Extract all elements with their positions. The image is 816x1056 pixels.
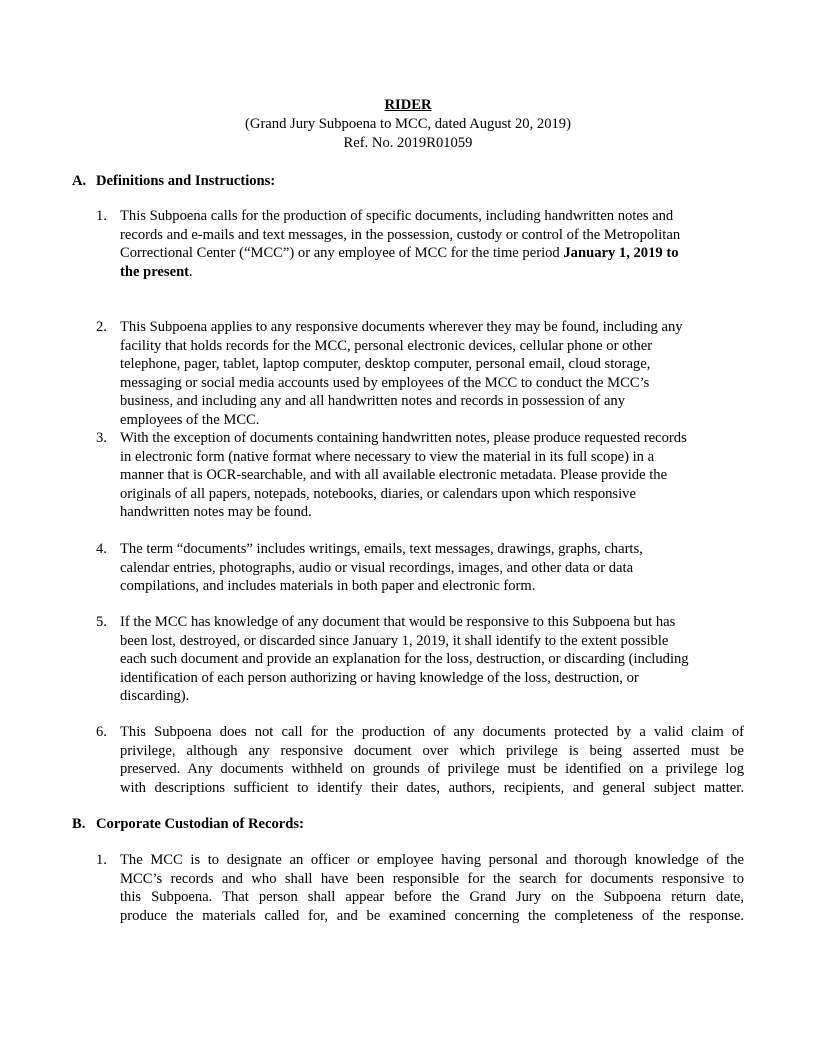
text-line: this Subpoena. That person shall appear before the Grand Jury on the Subpoena return date, — [120, 889, 744, 905]
section-b-letter: B. — [72, 816, 86, 832]
item-text — [120, 723, 744, 797]
item-number: 2. — [96, 319, 107, 335]
section-a-title: Definitions and Instructions: — [96, 173, 276, 189]
text-line: records and e-mails and text messages, in the possession, custody or control of the Metropolitan — [120, 226, 681, 243]
text-line: in electronic form (native format where necessary to view the material in its full scope) in a — [120, 448, 655, 465]
section-a-item-6 — [96, 723, 744, 797]
text-line: preserved. Any documents withheld on grounds of privilege must be identified on a privilege log — [120, 761, 744, 777]
text-line: been lost, destroyed, or discarded since January 1, 2019, it shall identify to the extent possible — [120, 632, 669, 649]
item-number: 6. — [96, 724, 107, 740]
text-segment: . — [189, 263, 193, 280]
section-b-heading — [72, 815, 304, 834]
text-line: With the exception of documents containing handwritten notes, please produce requested records — [120, 430, 687, 446]
text-line — [120, 263, 744, 282]
text-line: originals of all papers, notepads, notebooks, diaries, or calendars upon which responsive — [120, 485, 636, 502]
text-line: identification of each person authorizing or having knowledge of the loss, destruction, or — [120, 669, 639, 686]
section-a-heading — [72, 172, 275, 191]
text-line: discarding). — [120, 688, 190, 704]
text-line: facility that holds records for the MCC, personal electronic devices, cellular phone or other — [120, 337, 653, 354]
text-line: produce the materials called for, and be examined concerning the completeness of the response. — [120, 907, 744, 924]
section-a-item-3 — [96, 429, 744, 522]
item-text — [120, 207, 744, 281]
text-line: calendar entries, photographs, audio or visual recordings, images, and other data or data — [120, 559, 634, 576]
item-text — [120, 851, 744, 925]
text-line: The term “documents” includes writings, emails, text messages, drawings, graphs, charts, — [120, 541, 643, 557]
text-line: handwritten notes may be found. — [120, 504, 312, 520]
time-period-emphasis: January 1, 2019 to — [563, 245, 679, 261]
item-number: 1. — [96, 208, 107, 224]
section-a-item-1 — [96, 207, 744, 281]
text-line: privilege, although any responsive document over which privilege is being asserted must be — [120, 742, 744, 759]
section-a-letter: A. — [72, 173, 87, 189]
text-line: MCC’s records and who shall have been responsible for the search for documents responsive to — [120, 870, 744, 887]
document-title: RIDER — [384, 97, 432, 113]
text-line: manner that is OCR-searchable, and with all available electronic metadata. Please provide the — [120, 467, 668, 483]
text-line: employees of the MCC. — [120, 411, 260, 428]
reference-number: Ref. No. 2019R01059 — [343, 135, 473, 151]
text-line: compilations, and includes materials in both paper and electronic form. — [120, 578, 536, 594]
time-period-emphasis-cont: the present — [120, 263, 190, 280]
section-b-title: Corporate Custodian of Records: — [96, 816, 304, 832]
text-line: This Subpoena does not call for the production of any documents protected by a valid claim of — [120, 724, 744, 740]
section-b-item-1 — [96, 851, 744, 925]
text-line: telephone, pager, tablet, laptop computer, desktop computer, personal email, cloud storage, — [120, 356, 651, 372]
text-line: each such document and provide an explanation for the loss, destruction, or discarding (including — [120, 651, 689, 667]
text-line: with descriptions sufficient to identify their dates, authors, recipients, and general subject matter. — [120, 779, 744, 796]
text-line: This Subpoena calls for the production of specific documents, including handwritten notes and — [120, 208, 674, 224]
text-segment: Correctional Center (“MCC”) or any employee of MCC for the time period — [120, 245, 564, 261]
section-a-item-2 — [96, 318, 744, 429]
section-a-item-4 — [96, 540, 744, 596]
section-a-item-5 — [96, 613, 744, 706]
document-subtitle: (Grand Jury Subpoena to MCC, dated August 20, 2019) — [245, 116, 571, 132]
item-number: 3. — [96, 430, 107, 446]
item-number: 1. — [96, 852, 107, 868]
text-line: business, and including any and all handwritten notes and records in possession of any — [120, 393, 626, 409]
text-line: If the MCC has knowledge of any document that would be responsive to this Subpoena but has — [120, 614, 676, 630]
item-text — [120, 429, 744, 522]
item-text — [120, 613, 744, 706]
item-number: 5. — [96, 614, 107, 630]
text-line: The MCC is to designate an officer or employee having personal and thorough knowledge of the — [120, 852, 744, 868]
item-text — [120, 318, 744, 429]
document-header — [0, 96, 816, 153]
text-line: This Subpoena applies to any responsive documents wherever they may be found, including any — [120, 319, 683, 335]
item-text — [120, 540, 744, 596]
text-line — [120, 244, 744, 263]
item-number: 4. — [96, 541, 107, 557]
text-line: messaging or social media accounts used by employees of the MCC to conduct the MCC’s — [120, 374, 650, 391]
